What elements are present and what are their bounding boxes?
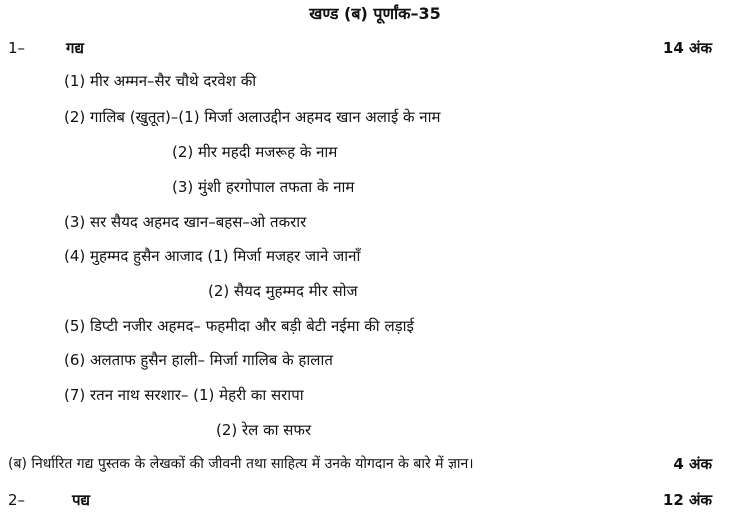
part-b-text: (ब) निर्धारित गद्य पुस्तक के लेखकों की जीवनी तथा साहित्य में उनके योगदान के बारे में ज्ञान।	[8, 456, 474, 472]
section-2-marks: 12 अंक	[662, 491, 712, 509]
list-item: (2) रेल का सफर	[216, 421, 312, 439]
list-item: (1) मीर अम्मन–सैर चौथे दरवेश की	[64, 72, 257, 90]
list-item: (2) मीर महदी मजरूह के नाम	[172, 143, 338, 161]
section-1-number: 1–	[8, 39, 26, 57]
list-item: (2) सैयद मुहम्मद मीर सोज	[208, 282, 358, 300]
list-item: (2) गालिब (खुतूत)–(1) मिर्जा अलाउद्दीन अहमद खान अलाई के नाम	[64, 108, 441, 126]
list-item: (6) अलताफ हुसैन हाली– मिर्जा गालिब के हालात	[64, 351, 333, 369]
section-1-label: गद्य	[66, 39, 84, 57]
section-2-label: पद्य	[72, 491, 90, 509]
part-b-marks: 4 अंक	[673, 455, 712, 473]
list-item: (4) मुहम्मद हुसैन आजाद (1) मिर्जा मजहर जाने जानाँ	[64, 247, 361, 265]
list-item: (7) रतन नाथ सरशार– (1) मेहरी का सरापा	[64, 386, 304, 404]
section-1-marks: 14 अंक	[662, 39, 712, 57]
list-item: (3) सर सैयद अहमद खान–बहस–ओ तकरार	[64, 213, 307, 231]
list-item: (5) डिप्टी नजीर अहमद– फहमीदा और बड़ी बेटी नईमा की लड़ाई	[64, 317, 414, 335]
section-heading: खण्ड (ब) पूर्णांक–35	[309, 4, 441, 23]
list-item: (3) मुंशी हरगोपाल तफता के नाम	[172, 178, 355, 196]
section-2-number: 2–	[8, 491, 26, 509]
